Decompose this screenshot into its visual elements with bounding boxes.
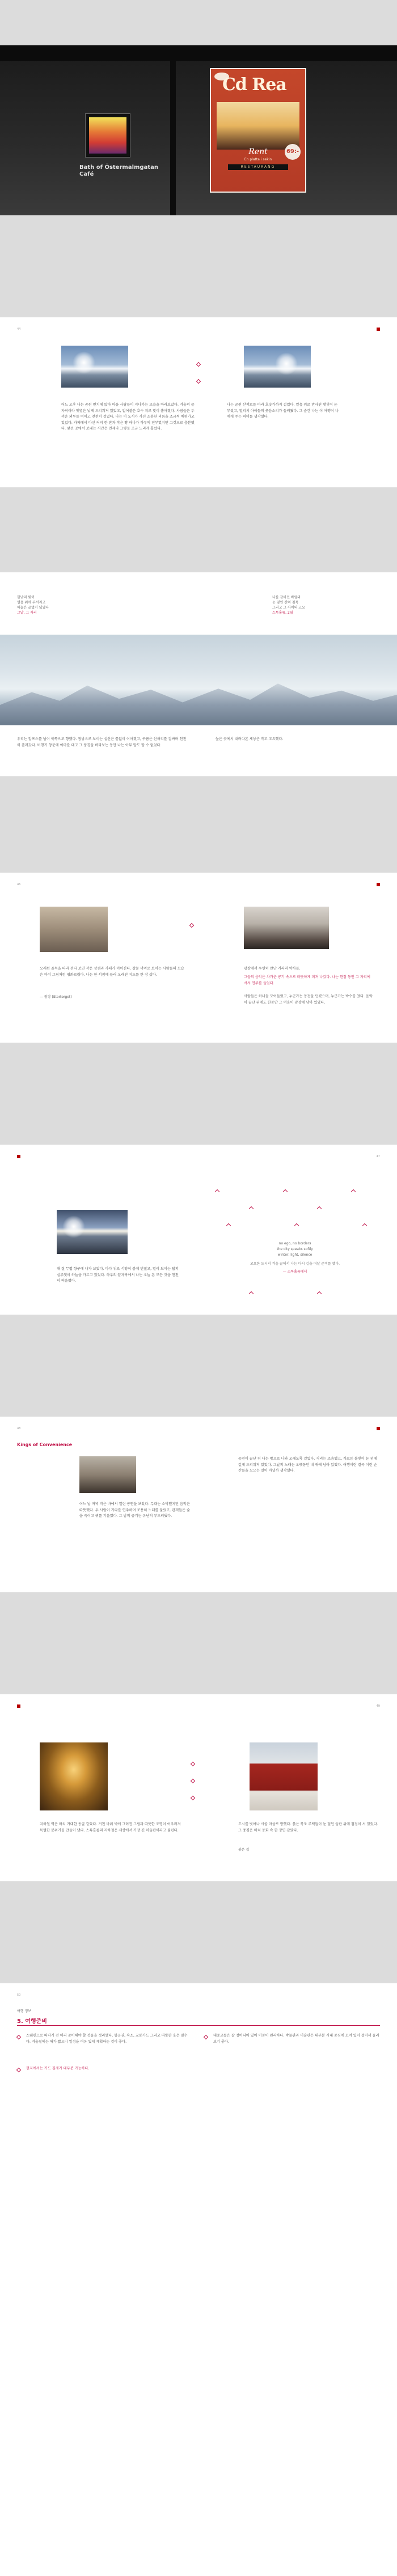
cafe-sign-text: Bath of Östermalmgatan Café — [79, 164, 158, 177]
body-text-left: 해 질 무렵 항구에 나가 보았다. 바다 위로 석양이 붉게 번졌고, 멀리 보이는 탑의 실루엣이 하늘을 가르고 있었다. 하루의 끝자락에서 나는 오늘 본 모든 것을 천천히 떠올렸다. — [57, 1267, 179, 1283]
photo-caption: 붉은 집 — [238, 1848, 250, 1852]
page-marker — [17, 1704, 20, 1708]
chevron-icon — [226, 1223, 231, 1228]
page-7 — [0, 1694, 397, 1881]
diamond-icon — [16, 2035, 21, 2039]
page-marker — [17, 1155, 20, 1158]
page-number: 49 — [376, 1704, 380, 1708]
body-text-right: 사람들은 하나둘 모여들었고, 누군가는 동전을 던졌으며, 누군가는 박수를 쳤다. 음악이 끝난 뒤에도 한동안 그 여운이 광장에 남아 있었다. — [244, 994, 373, 1005]
diamond-icon — [191, 1796, 195, 1800]
body-text-left: 스웨덴으로 떠나기 전 미리 준비해야 할 것들을 정리했다. 항공권, 숙소, 교통카드 그리고 따뜻한 옷은 필수다. 겨울철에는 해가 짧으니 일정을 여유 있게 계획하는 것이 좋다. — [26, 2034, 188, 2044]
page-1 — [0, 45, 397, 215]
photo-caption: — 광장 (Stortorget) — [40, 995, 72, 999]
window-sign — [85, 113, 130, 158]
page-marker — [377, 328, 380, 331]
caption-top-left: 한낮의 빛이 얼음 위에 부서지고 하늘은 끝없이 넓었다 그날, 그 자리 — [17, 596, 49, 615]
chevron-icon — [294, 1223, 299, 1228]
red-house-photo — [250, 1742, 318, 1810]
lake-sun-photo-right — [244, 346, 311, 388]
window-frame — [170, 45, 176, 215]
window-frame — [0, 45, 397, 61]
chevron-icon — [249, 1206, 254, 1211]
body-text-left: 지하철 역은 마치 거대한 동굴 같았다. 거친 바위 벽에 그려진 그림과 따뜻한 조명이 어우러져 특별한 분위기를 만들어 냈다. 스톡홀름의 지하철은 세상에서 가장 긴 미술관이라고 불린다. — [40, 1822, 181, 1833]
diamond-icon — [191, 1762, 195, 1766]
lake-sun-photo-left — [61, 346, 128, 388]
chevron-icon — [351, 1189, 356, 1194]
body-text-left: 어느 날 저녁 작은 바에서 열린 공연을 보았다. 무대는 소박했지만 음악은 따뜻했다. 두 사람이 기타를 연주하며 조용히 노래를 불렀고, 관객들은 숨을 죽이고 귀를 기울였다. 그 밤의 공기는 유난히 부드러웠다. — [79, 1502, 190, 1518]
cd-rea-poster — [210, 68, 306, 193]
diamond-icon — [189, 923, 194, 928]
page-2 — [0, 317, 397, 487]
body-text-right: 높은 곳에서 내려다본 세상은 작고 고요했다. — [216, 737, 284, 741]
page-number: 48 — [17, 1427, 21, 1430]
body-text-left: 어느 오후 나는 공원 벤치에 앉아 마을 사람들이 지나가는 모습을 바라보았다. 겨울의 끝자락이라 햇볕은 낮게 드리워져 있었고, 얼어붙은 호수 위로 빛이 흩어졌다. 사람들은 두꺼운 외투를 여미고 천천히 걸었다. 나는 이 도시가 가진 조용한 리듬을 조금씩 배워가고 있었다. 카페에서 마신 커피 한 잔과 작은 빵 하나가 하루의 전부였지만 그것으로 충분했다. 낯선 곳에서 보내는 시간은 언제나 그렇듯 조금 느리게 흘렀다. — [61, 403, 195, 431]
chevron-icon — [249, 1291, 254, 1296]
page-number: 50 — [17, 1993, 21, 1997]
body-text-right: 나는 공원 산책로를 따라 호숫가까지 걸었다. 얼음 위로 반사된 햇빛이 눈부셨고, 멀리서 아이들의 웃음소리가 들려왔다. 그 순간 나는 이 여행이 나에게 주는 의미를 생각했다. — [227, 403, 339, 419]
harbor-tower-photo — [57, 1210, 128, 1254]
diamond-icon — [191, 1779, 195, 1783]
poster-subtitle: En platta i sekin — [244, 158, 272, 161]
chevron-icon — [215, 1189, 219, 1194]
concert-photo — [79, 1456, 136, 1493]
page-marker — [377, 1427, 380, 1430]
chevron-icon — [317, 1206, 322, 1211]
poster-image — [217, 102, 299, 150]
diamond-icon — [196, 362, 201, 367]
poster-label: RESTAURANG — [228, 164, 288, 170]
body-text-right: 대중교통은 잘 정비되어 있어 이동이 편리하다. 박물관과 미술관은 대부분 시내 중심에 모여 있어 걸어서 둘러보기 좋다. — [213, 2034, 379, 2044]
section-heading: Kings of Convenience — [17, 1442, 73, 1447]
diamond-icon — [16, 2068, 21, 2072]
caption-top-right: 나를 감싸던 바람과 눈 덮인 산의 침묵 그리고 그 사이의 고요 스톡홀름, 2월 — [272, 596, 305, 615]
body-text-right: 도시를 벗어나 시골 마을로 향했다. 붉은 목조 주택들이 눈 덮인 들판 위에 점점이 서 있었다. 그 풍경은 마치 동화 속 한 장면 같았다. — [238, 1822, 378, 1833]
poster-brand-mark: Cd Rea — [222, 75, 286, 95]
poster-title: Rent — [248, 147, 268, 156]
page-number: 44 — [17, 328, 21, 331]
subway-station-photo — [40, 1742, 108, 1810]
chevron-icon — [317, 1291, 322, 1296]
alps-panorama-photo — [0, 635, 397, 725]
quote-block: no ego, no borders the city speaks softly winter, light, silence 고요한 도시의 겨울 끝에서 나는 다시 길을 떠날 준비를 했다. — 스톡홀름에서 — [250, 1242, 340, 1274]
section-kicker: 여행 정보 — [17, 2009, 32, 2013]
cafe-window-photo — [0, 45, 397, 215]
diamond-icon — [196, 379, 201, 384]
page-6 — [0, 1417, 397, 1592]
chevron-icon — [283, 1189, 288, 1194]
diamond-icon — [204, 2035, 208, 2039]
chevron-icon — [362, 1223, 367, 1228]
section-heading: 5. 여행준비 — [17, 2018, 47, 2025]
page-4 — [0, 873, 397, 1043]
page-marker — [377, 883, 380, 886]
body-lead-right: 광장에서 우연히 만난 거리의 악사들. — [244, 967, 301, 971]
highlight-text-left: 현지에서는 카드 결제가 대부분 가능하다. — [26, 2067, 90, 2071]
page-number: 46 — [17, 883, 21, 886]
highlight-text-right: 그들의 음악은 차가운 공기 속으로 따뜻하게 퍼져 나갔다. 나는 한참 동안 그 자리에 서서 연주를 들었다. — [244, 975, 370, 985]
poster-price: 69:- — [285, 144, 301, 160]
page-number: 47 — [376, 1155, 380, 1158]
body-text-right: 공연이 끝난 뒤 나는 밖으로 나와 오래도록 걸었다. 거리는 조용했고, 가로등 불빛이 눈 위에 길게 드리워져 있었다. 그날의 노래는 오랫동안 내 귀에 남아 있었다. 여행이란 결국 이런 순간들을 모으는 일이 아닐까 생각했다. — [238, 1457, 377, 1473]
body-text-left: 우리는 알프스를 넘어 북쪽으로 향했다. 창밖으로 보이는 설산은 끝없이 이어졌고, 구름은 산허리를 감싸며 천천히 흘러갔다. 비행기 창문에 이마를 대고 그 풍경을 바라보는 동안 나는 아무 말도 할 수 없었다. — [17, 737, 187, 747]
page-8 — [0, 1983, 397, 2576]
body-text-left: 오래된 골목을 따라 걷다 보면 작은 상점과 카페가 이어진다. 창문 너머로 보이는 사람들의 모습은 마치 그림처럼 평화로웠다. 나는 한 서점에 들러 오래된 지도를 한 장 샀다. — [40, 967, 184, 977]
divider-line — [17, 2025, 380, 2026]
page-3 — [0, 572, 397, 776]
street-musicians-photo — [244, 907, 329, 949]
page-5 — [0, 1145, 397, 1315]
old-town-street-photo — [40, 907, 108, 952]
